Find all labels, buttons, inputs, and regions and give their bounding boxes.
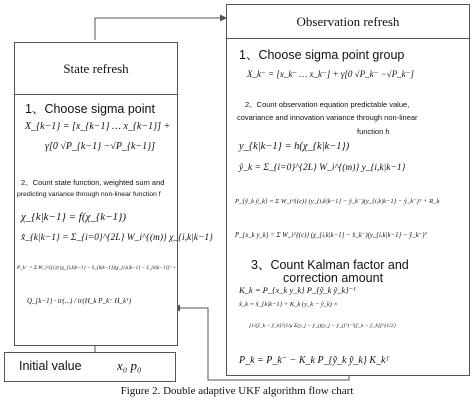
obs-eq-y: y_{k|k−1} = h(χ_{k|k−1}) [239,141,350,152]
obs-step2-label: 2、Count observation equation predictable value, [245,100,410,109]
state-step1-eq-b: γ[0 √P_{k−1} −√P_{k−1}] [45,141,156,152]
obs-eq-xk: x̂_k = x̂_{k|k−1} + K_k (y_k − ŷ_k) × [239,301,338,308]
state-step1-label: 1、Choose sigma point [25,102,155,116]
obs-step2-cont: covariance and innovation variance through non-linear [237,113,418,122]
state-eq-xhat: x̂_{k|k−1} = Σ_{i=0}^{2L} W_i^{(m)} χ_{i,k|k−1} [21,233,213,243]
observation-refresh-box [226,4,470,376]
obs-eq-k: K_k = P_{x_k y_k} P_{ỹ_k ỹ_k}⁻¹ [239,285,356,295]
obs-step1-eq: X_k⁻ = [x_k⁻ … x_k⁻] + γ[0 √P_k⁻ −√P_k⁻] [247,69,414,79]
state-step2-label: 2、Count state function, weighted sum and [21,178,165,187]
arrow-state-to-observation [95,18,226,40]
obs-step1-label: 1、Choose sigma point group [239,48,405,62]
initial-value-box [4,352,176,382]
obs-eq-yhat: ŷ_k = Σ_{i=0}^{2L} W_i^{(m)} y_{i,k|k−1} [239,163,406,173]
state-step2-cont: predicting variance through non-linear function f [17,191,161,198]
obs-eq-pxy: P_{x_k y_k} = Σ W_i^{(c)} (χ_{i,k|k−1} − x̂_k⁻)(y_{i,k|k−1} − ŷ_k⁻)ᵀ [235,232,428,239]
obs-eq-pyy: P_{ỹ_k ỹ_k} = Σ W_i^{(c)} (y_{i,k|k−1} − ŷ_k⁻)(y_{i,k|k−1} − ŷ_k⁻)ᵀ + R_k [235,198,440,205]
state-refresh-title: State refresh [15,43,177,95]
state-eq-chi: χ_{k|k−1} = f(χ_{k−1}) [21,211,127,223]
initial-value-label: Initial value [19,359,82,373]
figure-caption: Figure 2. Double adaptive UKF algorithm flow chart [120,385,354,397]
obs-step3-label: 3、Count Kalman factor and [251,258,409,272]
state-eq-q: Q_{k−1} · tr(...) / tr(H_k P_k⁻ H_kᵀ) [27,297,132,305]
initial-value-vars: x₀ p₀ [117,358,142,373]
obs-step3-cont: correction amount [283,271,384,285]
state-refresh-box [14,42,213,346]
state-eq-p: P_k⁻ = Σ W_i^{(c)} (χ_{i,k|k−1} − x̂_{k|k−1})(χ_{i,k|k−1} − x̂_{k|k−1})ᵀ + [17,265,177,271]
obs-step2-end: function h [357,127,390,136]
observation-refresh-title: Observation refresh [227,5,469,39]
state-step1-eq-a: X_{k−1} = [x_{k−1} … x_{k−1}] + [25,121,171,132]
obs-eq-bracket: [1/(ỹ_k − ŷ_k)ᵀ(1/μ Σ(y_j − ŷ_j)(y_j − ŷ_j)ᵀ)⁻¹(ỹ_k − ŷ_k)]^{1/2} [249,323,396,329]
obs-eq-final: P_k = P_k⁻ − K_k P_{ỹ_k ỹ_k} K_kᵀ [239,355,390,366]
